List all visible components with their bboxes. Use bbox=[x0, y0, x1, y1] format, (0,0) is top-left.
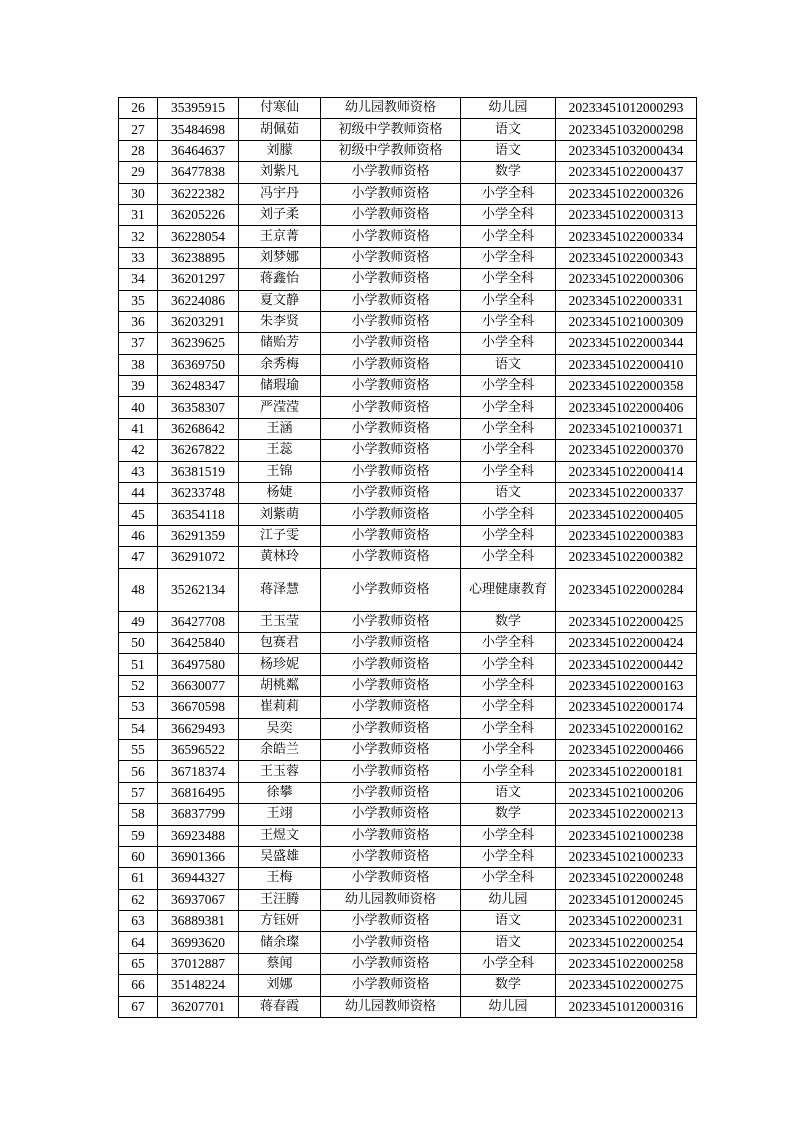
cell-certificate-type: 小学教师资格 bbox=[321, 247, 461, 268]
cell-name: 徐攀 bbox=[239, 782, 321, 803]
cell-serial-number: 62 bbox=[119, 889, 158, 910]
table-body bbox=[119, 98, 697, 1018]
cell-name: 王京菁 bbox=[239, 226, 321, 247]
cell-name: 王汪腾 bbox=[239, 889, 321, 910]
cell-certificate-type: 小学教师资格 bbox=[321, 975, 461, 996]
cell-name: 付寒仙 bbox=[239, 98, 321, 119]
cell-name: 储贻芳 bbox=[239, 333, 321, 354]
cell-serial-number: 30 bbox=[119, 183, 158, 204]
cell-serial-number: 59 bbox=[119, 825, 158, 846]
cell-name: 胡佩茹 bbox=[239, 119, 321, 140]
cell-name: 夏文静 bbox=[239, 290, 321, 311]
cell-applicant-id: 36923488 bbox=[158, 825, 239, 846]
table-row bbox=[119, 397, 697, 418]
cell-certificate-type: 小学教师资格 bbox=[321, 183, 461, 204]
cell-certificate-type: 小学教师资格 bbox=[321, 911, 461, 932]
cell-certificate-type: 小学教师资格 bbox=[321, 226, 461, 247]
cell-subject: 小学全科 bbox=[461, 525, 556, 546]
cell-subject: 幼儿园 bbox=[461, 98, 556, 119]
table-row bbox=[119, 804, 697, 825]
cell-serial-number: 28 bbox=[119, 140, 158, 161]
cell-certificate-type: 小学教师资格 bbox=[321, 418, 461, 439]
cell-certificate-code: 20233451032000298 bbox=[556, 119, 697, 140]
table-row bbox=[119, 568, 697, 611]
cell-serial-number: 37 bbox=[119, 333, 158, 354]
table-row bbox=[119, 290, 697, 311]
table-row bbox=[119, 739, 697, 760]
cell-name: 朱李贤 bbox=[239, 311, 321, 332]
cell-name: 王翊 bbox=[239, 804, 321, 825]
cell-certificate-code: 20233451022000163 bbox=[556, 675, 697, 696]
cell-name: 余秀梅 bbox=[239, 354, 321, 375]
cell-applicant-id: 36291072 bbox=[158, 547, 239, 568]
cell-applicant-id: 36718374 bbox=[158, 761, 239, 782]
table-row bbox=[119, 247, 697, 268]
table-row bbox=[119, 996, 697, 1017]
cell-applicant-id: 36670598 bbox=[158, 697, 239, 718]
cell-serial-number: 39 bbox=[119, 376, 158, 397]
cell-applicant-id: 35262134 bbox=[158, 568, 239, 611]
cell-certificate-code: 20233451022000437 bbox=[556, 162, 697, 183]
cell-applicant-id: 36238895 bbox=[158, 247, 239, 268]
cell-certificate-type: 幼儿园教师资格 bbox=[321, 98, 461, 119]
cell-certificate-code: 20233451022000254 bbox=[556, 932, 697, 953]
cell-name: 刘朦 bbox=[239, 140, 321, 161]
cell-applicant-id: 36207701 bbox=[158, 996, 239, 1017]
cell-name: 刘紫凡 bbox=[239, 162, 321, 183]
cell-certificate-code: 20233451022000326 bbox=[556, 183, 697, 204]
cell-name: 蒋泽慧 bbox=[239, 568, 321, 611]
cell-subject: 数学 bbox=[461, 975, 556, 996]
cell-certificate-code: 20233451022000248 bbox=[556, 868, 697, 889]
table-row bbox=[119, 504, 697, 525]
cell-certificate-type: 小学教师资格 bbox=[321, 697, 461, 718]
cell-certificate-code: 20233451022000162 bbox=[556, 718, 697, 739]
cell-name: 王玉莹 bbox=[239, 611, 321, 632]
cell-certificate-type: 幼儿园教师资格 bbox=[321, 889, 461, 910]
cell-serial-number: 53 bbox=[119, 697, 158, 718]
cell-subject: 小学全科 bbox=[461, 290, 556, 311]
cell-applicant-id: 36837799 bbox=[158, 804, 239, 825]
cell-subject: 数学 bbox=[461, 804, 556, 825]
cell-serial-number: 31 bbox=[119, 204, 158, 225]
cell-certificate-code: 20233451022000410 bbox=[556, 354, 697, 375]
cell-serial-number: 46 bbox=[119, 525, 158, 546]
cell-certificate-code: 20233451022000442 bbox=[556, 654, 697, 675]
table-row bbox=[119, 183, 697, 204]
cell-subject: 语文 bbox=[461, 932, 556, 953]
cell-certificate-type: 小学教师资格 bbox=[321, 739, 461, 760]
cell-name: 崔莉莉 bbox=[239, 697, 321, 718]
cell-certificate-code: 20233451021000206 bbox=[556, 782, 697, 803]
cell-applicant-id: 36816495 bbox=[158, 782, 239, 803]
cell-certificate-code: 20233451021000309 bbox=[556, 311, 697, 332]
cell-serial-number: 35 bbox=[119, 290, 158, 311]
cell-serial-number: 34 bbox=[119, 269, 158, 290]
cell-name: 方钰妍 bbox=[239, 911, 321, 932]
cell-applicant-id: 36228054 bbox=[158, 226, 239, 247]
cell-certificate-type: 小学教师资格 bbox=[321, 397, 461, 418]
table-row bbox=[119, 98, 697, 119]
cell-applicant-id: 36630077 bbox=[158, 675, 239, 696]
table-row bbox=[119, 376, 697, 397]
table-row bbox=[119, 226, 697, 247]
cell-name: 王锦 bbox=[239, 461, 321, 482]
cell-certificate-code: 20233451022000406 bbox=[556, 397, 697, 418]
table-row bbox=[119, 269, 697, 290]
cell-certificate-code: 20233451021000238 bbox=[556, 825, 697, 846]
cell-name: 刘娜 bbox=[239, 975, 321, 996]
cell-certificate-code: 20233451022000275 bbox=[556, 975, 697, 996]
cell-serial-number: 27 bbox=[119, 119, 158, 140]
cell-serial-number: 67 bbox=[119, 996, 158, 1017]
cell-applicant-id: 37012887 bbox=[158, 953, 239, 974]
cell-certificate-type: 小学教师资格 bbox=[321, 354, 461, 375]
cell-name: 蔡闻 bbox=[239, 953, 321, 974]
table-row bbox=[119, 440, 697, 461]
cell-applicant-id: 36224086 bbox=[158, 290, 239, 311]
cell-applicant-id: 36239625 bbox=[158, 333, 239, 354]
cell-certificate-type: 小学教师资格 bbox=[321, 782, 461, 803]
cell-name: 刘子柔 bbox=[239, 204, 321, 225]
cell-subject: 小学全科 bbox=[461, 333, 556, 354]
cell-certificate-code: 20233451022000383 bbox=[556, 525, 697, 546]
cell-subject: 小学全科 bbox=[461, 953, 556, 974]
cell-subject: 小学全科 bbox=[461, 697, 556, 718]
cell-subject: 小学全科 bbox=[461, 183, 556, 204]
cell-certificate-code: 20233451022000174 bbox=[556, 697, 697, 718]
cell-subject: 小学全科 bbox=[461, 868, 556, 889]
cell-name: 吴奕 bbox=[239, 718, 321, 739]
cell-subject: 小学全科 bbox=[461, 247, 556, 268]
cell-subject: 语文 bbox=[461, 782, 556, 803]
cell-certificate-code: 20233451022000306 bbox=[556, 269, 697, 290]
table-row bbox=[119, 140, 697, 161]
cell-serial-number: 66 bbox=[119, 975, 158, 996]
cell-certificate-type: 幼儿园教师资格 bbox=[321, 996, 461, 1017]
cell-serial-number: 63 bbox=[119, 911, 158, 932]
certificate-list-table bbox=[118, 97, 697, 1018]
cell-subject: 语文 bbox=[461, 911, 556, 932]
cell-applicant-id: 36354118 bbox=[158, 504, 239, 525]
cell-subject: 小学全科 bbox=[461, 632, 556, 653]
table-row bbox=[119, 483, 697, 504]
table-row bbox=[119, 525, 697, 546]
cell-applicant-id: 35148224 bbox=[158, 975, 239, 996]
cell-certificate-code: 20233451022000370 bbox=[556, 440, 697, 461]
table-row bbox=[119, 654, 697, 675]
cell-subject: 小学全科 bbox=[461, 204, 556, 225]
cell-name: 吴盛雄 bbox=[239, 846, 321, 867]
cell-certificate-code: 20233451012000245 bbox=[556, 889, 697, 910]
table-row bbox=[119, 675, 697, 696]
cell-subject: 幼儿园 bbox=[461, 889, 556, 910]
cell-serial-number: 60 bbox=[119, 846, 158, 867]
cell-certificate-type: 小学教师资格 bbox=[321, 846, 461, 867]
cell-certificate-type: 小学教师资格 bbox=[321, 290, 461, 311]
cell-serial-number: 64 bbox=[119, 932, 158, 953]
cell-name: 包赛君 bbox=[239, 632, 321, 653]
cell-certificate-code: 20233451022000213 bbox=[556, 804, 697, 825]
cell-certificate-type: 小学教师资格 bbox=[321, 804, 461, 825]
cell-certificate-code: 20233451022000284 bbox=[556, 568, 697, 611]
table-row bbox=[119, 889, 697, 910]
cell-subject: 语文 bbox=[461, 483, 556, 504]
cell-name: 王蕊 bbox=[239, 440, 321, 461]
cell-applicant-id: 36937067 bbox=[158, 889, 239, 910]
cell-certificate-type: 初级中学教师资格 bbox=[321, 140, 461, 161]
cell-certificate-code: 20233451021000371 bbox=[556, 418, 697, 439]
cell-name: 江子雯 bbox=[239, 525, 321, 546]
cell-certificate-type: 小学教师资格 bbox=[321, 675, 461, 696]
cell-applicant-id: 36205226 bbox=[158, 204, 239, 225]
cell-subject: 心理健康教育 bbox=[461, 568, 556, 611]
cell-subject: 小学全科 bbox=[461, 311, 556, 332]
cell-subject: 小学全科 bbox=[461, 739, 556, 760]
cell-certificate-code: 20233451022000313 bbox=[556, 204, 697, 225]
table-row bbox=[119, 204, 697, 225]
cell-serial-number: 43 bbox=[119, 461, 158, 482]
cell-certificate-type: 小学教师资格 bbox=[321, 568, 461, 611]
cell-certificate-type: 小学教师资格 bbox=[321, 311, 461, 332]
cell-certificate-code: 20233451022000405 bbox=[556, 504, 697, 525]
cell-certificate-code: 20233451012000316 bbox=[556, 996, 697, 1017]
cell-certificate-type: 小学教师资格 bbox=[321, 868, 461, 889]
cell-certificate-type: 初级中学教师资格 bbox=[321, 119, 461, 140]
cell-applicant-id: 36291359 bbox=[158, 525, 239, 546]
cell-applicant-id: 36477838 bbox=[158, 162, 239, 183]
table-row bbox=[119, 547, 697, 568]
cell-certificate-type: 小学教师资格 bbox=[321, 632, 461, 653]
cell-serial-number: 45 bbox=[119, 504, 158, 525]
cell-certificate-code: 20233451022000331 bbox=[556, 290, 697, 311]
cell-applicant-id: 36497580 bbox=[158, 654, 239, 675]
cell-applicant-id: 36596522 bbox=[158, 739, 239, 760]
cell-certificate-code: 20233451022000231 bbox=[556, 911, 697, 932]
cell-applicant-id: 36464637 bbox=[158, 140, 239, 161]
cell-serial-number: 44 bbox=[119, 483, 158, 504]
cell-serial-number: 57 bbox=[119, 782, 158, 803]
cell-serial-number: 49 bbox=[119, 611, 158, 632]
cell-applicant-id: 36201297 bbox=[158, 269, 239, 290]
cell-subject: 小学全科 bbox=[461, 440, 556, 461]
cell-certificate-code: 20233451022000414 bbox=[556, 461, 697, 482]
cell-serial-number: 47 bbox=[119, 547, 158, 568]
cell-serial-number: 51 bbox=[119, 654, 158, 675]
table-row bbox=[119, 825, 697, 846]
cell-subject: 小学全科 bbox=[461, 269, 556, 290]
cell-certificate-code: 20233451022000466 bbox=[556, 739, 697, 760]
cell-subject: 小学全科 bbox=[461, 825, 556, 846]
cell-certificate-code: 20233451022000382 bbox=[556, 547, 697, 568]
cell-serial-number: 50 bbox=[119, 632, 158, 653]
cell-name: 杨珍妮 bbox=[239, 654, 321, 675]
cell-certificate-type: 小学教师资格 bbox=[321, 547, 461, 568]
cell-applicant-id: 36203291 bbox=[158, 311, 239, 332]
cell-name: 刘紫萌 bbox=[239, 504, 321, 525]
table-row bbox=[119, 461, 697, 482]
cell-subject: 小学全科 bbox=[461, 418, 556, 439]
cell-applicant-id: 36901366 bbox=[158, 846, 239, 867]
cell-subject: 小学全科 bbox=[461, 718, 556, 739]
cell-certificate-type: 小学教师资格 bbox=[321, 932, 461, 953]
cell-certificate-code: 20233451022000425 bbox=[556, 611, 697, 632]
cell-serial-number: 55 bbox=[119, 739, 158, 760]
cell-subject: 数学 bbox=[461, 162, 556, 183]
cell-name: 严滢滢 bbox=[239, 397, 321, 418]
table-row bbox=[119, 119, 697, 140]
cell-certificate-type: 小学教师资格 bbox=[321, 525, 461, 546]
cell-subject: 小学全科 bbox=[461, 761, 556, 782]
cell-name: 刘梦娜 bbox=[239, 247, 321, 268]
cell-certificate-code: 20233451022000424 bbox=[556, 632, 697, 653]
cell-serial-number: 29 bbox=[119, 162, 158, 183]
table-row bbox=[119, 311, 697, 332]
table-row bbox=[119, 418, 697, 439]
cell-applicant-id: 36889381 bbox=[158, 911, 239, 932]
cell-subject: 小学全科 bbox=[461, 226, 556, 247]
cell-name: 蒋鑫怡 bbox=[239, 269, 321, 290]
table-row bbox=[119, 632, 697, 653]
cell-name: 杨婕 bbox=[239, 483, 321, 504]
cell-subject: 小学全科 bbox=[461, 397, 556, 418]
cell-subject: 小学全科 bbox=[461, 547, 556, 568]
cell-certificate-code: 20233451032000434 bbox=[556, 140, 697, 161]
cell-serial-number: 32 bbox=[119, 226, 158, 247]
table-row bbox=[119, 782, 697, 803]
cell-certificate-code: 20233451012000293 bbox=[556, 98, 697, 119]
cell-applicant-id: 35395915 bbox=[158, 98, 239, 119]
cell-serial-number: 26 bbox=[119, 98, 158, 119]
cell-serial-number: 48 bbox=[119, 568, 158, 611]
cell-applicant-id: 36233748 bbox=[158, 483, 239, 504]
cell-subject: 语文 bbox=[461, 140, 556, 161]
table-row bbox=[119, 932, 697, 953]
cell-certificate-type: 小学教师资格 bbox=[321, 204, 461, 225]
cell-name: 黄林玲 bbox=[239, 547, 321, 568]
cell-serial-number: 41 bbox=[119, 418, 158, 439]
cell-serial-number: 56 bbox=[119, 761, 158, 782]
cell-serial-number: 58 bbox=[119, 804, 158, 825]
cell-certificate-type: 小学教师资格 bbox=[321, 162, 461, 183]
cell-subject: 语文 bbox=[461, 119, 556, 140]
cell-certificate-type: 小学教师资格 bbox=[321, 461, 461, 482]
table-row bbox=[119, 953, 697, 974]
cell-subject: 语文 bbox=[461, 354, 556, 375]
cell-subject: 幼儿园 bbox=[461, 996, 556, 1017]
table-row bbox=[119, 333, 697, 354]
cell-name: 胡桃粼 bbox=[239, 675, 321, 696]
cell-subject: 小学全科 bbox=[461, 376, 556, 397]
cell-applicant-id: 36222382 bbox=[158, 183, 239, 204]
cell-applicant-id: 36629493 bbox=[158, 718, 239, 739]
cell-serial-number: 40 bbox=[119, 397, 158, 418]
table-row bbox=[119, 354, 697, 375]
table-row bbox=[119, 697, 697, 718]
cell-subject: 小学全科 bbox=[461, 675, 556, 696]
cell-certificate-code: 20233451022000358 bbox=[556, 376, 697, 397]
cell-applicant-id: 36358307 bbox=[158, 397, 239, 418]
cell-certificate-code: 20233451021000233 bbox=[556, 846, 697, 867]
table-row bbox=[119, 761, 697, 782]
cell-certificate-type: 小学教师资格 bbox=[321, 825, 461, 846]
cell-serial-number: 33 bbox=[119, 247, 158, 268]
cell-subject: 数学 bbox=[461, 611, 556, 632]
table-row bbox=[119, 718, 697, 739]
cell-name: 冯宇丹 bbox=[239, 183, 321, 204]
cell-certificate-type: 小学教师资格 bbox=[321, 440, 461, 461]
cell-applicant-id: 36993620 bbox=[158, 932, 239, 953]
cell-subject: 小学全科 bbox=[461, 654, 556, 675]
table-row bbox=[119, 162, 697, 183]
cell-applicant-id: 36248347 bbox=[158, 376, 239, 397]
cell-serial-number: 65 bbox=[119, 953, 158, 974]
cell-name: 储瑕瑜 bbox=[239, 376, 321, 397]
cell-certificate-code: 20233451022000343 bbox=[556, 247, 697, 268]
cell-applicant-id: 35484698 bbox=[158, 119, 239, 140]
cell-certificate-type: 小学教师资格 bbox=[321, 483, 461, 504]
cell-certificate-code: 20233451022000258 bbox=[556, 953, 697, 974]
cell-certificate-code: 20233451022000344 bbox=[556, 333, 697, 354]
cell-certificate-type: 小学教师资格 bbox=[321, 953, 461, 974]
cell-certificate-type: 小学教师资格 bbox=[321, 654, 461, 675]
cell-certificate-type: 小学教师资格 bbox=[321, 611, 461, 632]
cell-certificate-code: 20233451022000337 bbox=[556, 483, 697, 504]
cell-applicant-id: 36944327 bbox=[158, 868, 239, 889]
cell-subject: 小学全科 bbox=[461, 846, 556, 867]
cell-certificate-type: 小学教师资格 bbox=[321, 761, 461, 782]
cell-certificate-code: 20233451022000334 bbox=[556, 226, 697, 247]
cell-serial-number: 42 bbox=[119, 440, 158, 461]
cell-serial-number: 36 bbox=[119, 311, 158, 332]
cell-name: 王煜文 bbox=[239, 825, 321, 846]
cell-serial-number: 52 bbox=[119, 675, 158, 696]
cell-certificate-type: 小学教师资格 bbox=[321, 333, 461, 354]
cell-name: 储余璨 bbox=[239, 932, 321, 953]
cell-name: 蒋春霞 bbox=[239, 996, 321, 1017]
cell-subject: 小学全科 bbox=[461, 504, 556, 525]
cell-certificate-code: 20233451022000181 bbox=[556, 761, 697, 782]
cell-applicant-id: 36425840 bbox=[158, 632, 239, 653]
table-row bbox=[119, 868, 697, 889]
cell-certificate-type: 小学教师资格 bbox=[321, 718, 461, 739]
table-row bbox=[119, 911, 697, 932]
cell-name: 王涵 bbox=[239, 418, 321, 439]
cell-certificate-type: 小学教师资格 bbox=[321, 269, 461, 290]
cell-subject: 小学全科 bbox=[461, 461, 556, 482]
table-row bbox=[119, 611, 697, 632]
cell-applicant-id: 36427708 bbox=[158, 611, 239, 632]
table-row bbox=[119, 846, 697, 867]
cell-serial-number: 54 bbox=[119, 718, 158, 739]
cell-certificate-type: 小学教师资格 bbox=[321, 376, 461, 397]
table-row bbox=[119, 975, 697, 996]
cell-serial-number: 38 bbox=[119, 354, 158, 375]
cell-applicant-id: 36381519 bbox=[158, 461, 239, 482]
cell-applicant-id: 36268642 bbox=[158, 418, 239, 439]
cell-name: 余皓兰 bbox=[239, 739, 321, 760]
cell-name: 王梅 bbox=[239, 868, 321, 889]
cell-certificate-type: 小学教师资格 bbox=[321, 504, 461, 525]
cell-applicant-id: 36267822 bbox=[158, 440, 239, 461]
cell-serial-number: 61 bbox=[119, 868, 158, 889]
cell-name: 王玉蓉 bbox=[239, 761, 321, 782]
cell-applicant-id: 36369750 bbox=[158, 354, 239, 375]
